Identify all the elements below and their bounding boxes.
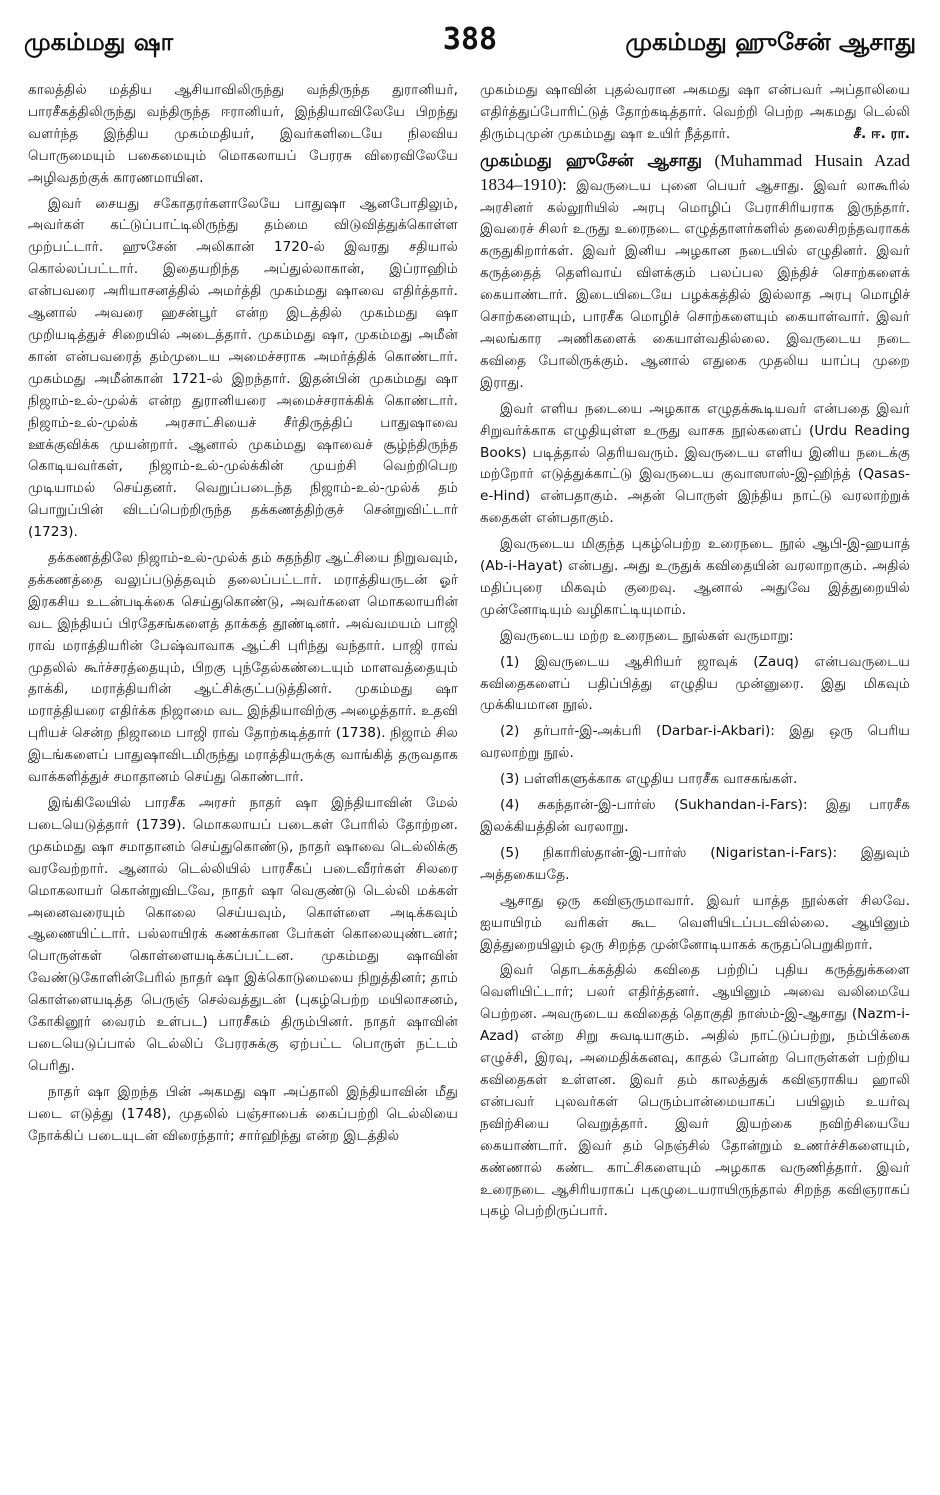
item-text: பள்ளிகளுக்காக எழுதிய பாரசீக வாசகங்கள்.: [523, 771, 798, 788]
paragraph: இவர் சையது சகோதரர்களாலேயே பாதுஷா ஆனபோதிலும், அவர்கள் கட்டுப்பாட்டிலிருந்து தம்மை விடுவித்துக்கொள்ள முற்பட்டார். ஹுசேன் அலிகான் 1720-ல் இவரது சதியால் கொல்லப்பட்டார். இதையறிந்த அப்துல்லாகான், இப்ராஹிம் என்பவரை அரியாசனத்தில் அமர்த்தி முகம்மது ஷாவை எதிர்த்தார். ஆனால் அவரை ஹசன்பூர் என்ற இடத்தில் முகம்மது ஷா முறியடித்துச் சிறையில் அடைத்தார். முகம்மது ஷா, முகம்மது அமீன் கான் என்பவரைத் தம்முடைய அமைச்சராக அமர்த்திக் கொண்டார். முகம்மது அமீன்கான் 1721-ல் இறந்தார். இதன்பின் முகம்மது ஷா நிஜாம்-உல்-முல்க் என்ற துரானியரை அமைச்சராக்கிக் கொண்டார். நிஜாம்-உல்-முல்க் அரசாட்சியைச் சீர்திருத்திப் பாதுஷாவை ஊக்குவிக்க முயன்றார். ஆனால் முகம்மது ஷாவைச் சூழ்ந்திருந்த கொடியவர்கள், நிஜாம்-உல்-முல்க்கின் முயற்சி வெற்றிபெற முடியாமல் செய்தனர். வெறுப்படைந்த நிஜாம்-உல்-முல்க் தம் பொறுப்பின் விடப்பெற்றிருந்த தக்கணத்திற்குச் சென்றுவிட்டார் (1723).: [28, 195, 458, 541]
numbered-item: [480, 843, 910, 887]
item-number: (3): [500, 771, 520, 788]
paragraph: இவர் எளிய நடையை அழகாக எழுதக்கூடியவர் என்பதை இவர் சிறுவர்க்காக எழுதியுள்ள உருது வாசக நூல்களைப் (Urdu Reading Books) படித்தால் தெரியவரும். இவருடைய எளிய இனிய நடைக்கு மற்றோர் எடுத்துக்காட்டு இவருடைய குவாஸாஸ்-இ-ஹிந்த் (Qasas-e-Hind) என்பதாகும். அதன் பொருள் இந்திய நாட்டு வரலாற்றுக் கதைகள் என்பதாகும்.: [480, 400, 910, 527]
running-head-right: முகம்மது ஹுசேன் ஆசாது: [625, 28, 916, 56]
paragraph: காலத்தில் மத்திய ஆசியாவிலிருந்து வந்திருந்த துரானியர், பாரசீகத்திலிருந்து வந்திருந்த ஈரானியர், இந்தியாவிலேயே பிறந்து வளர்ந்த இந்திய முகம்மதியர், இவர்களிடையே நிலவிய பொருமையும் பகைமையும் மொகலாயப் பேரரசு விரைவிலேயே அழிவதற்குக் காரணமாயின.: [28, 82, 458, 186]
item-number: (5): [500, 844, 520, 861]
numbered-item: [480, 652, 910, 718]
item-text: சுகந்தான்-இ-பார்ஸ் (Sukhandan-i-Fars): இது பாரசீக இலக்கியத்தின் வரலாறு.: [480, 797, 910, 835]
paragraph: இவருடைய மிகுந்த புகழ்பெற்ற உரைநடை நூல் ஆபி-இ-ஹயாத் (Ab-i-Hayat) என்பது. அது உருதுக் கவிதையின் வரலாறாகும். அதில் மதிப்புரை மிகவும் குறைவு. ஆனால் அதுவே இத்துறையில் முன்னோடியும் வழிகாட்டியுமாம்.: [480, 536, 910, 618]
item-text: நிகாரிஸ்தான்-இ-பார்ஸ் (Nigaristan-i-Fars): இதுவும் அத்தகையதே.: [480, 844, 910, 883]
right-column: [480, 80, 910, 1480]
item-number: (4): [500, 797, 520, 814]
left-column: [28, 80, 458, 1480]
item-text: இவருடைய ஆசிரியர் ஜாவுக் (Zauq) என்பவருடைய கவிதைகளைப் பதிப்பித்து எழுதிய முன்னுரை. இது மிகவும் முக்கியமான நூல்.: [480, 653, 910, 714]
paragraph: நாதர் ஷா இறந்த பின் அகமது ஷா அப்தாலி இந்தியாவின் மீது படை எடுத்து (1748), முதலில் பஞ்சாபைக் கைப்பற்றி டெல்லியை நோக்கிப் படையுடன் விரைந்தார்; சார்ஹிந்து என்ற இடத்தில்: [28, 1083, 458, 1144]
entry-paragraph: [480, 150, 910, 395]
paragraph: இவர் தொடக்கத்தில் கவிதை பற்றிப் புதிய கருத்துக்களை வெளியிட்டார்; பலர் எதிர்த்தனர். ஆயினும் அவை வலிமையே பெற்றன. அவருடைய கவிதைத் தொகுதி நாஸ்ம்-இ-ஆசாது (Nazm-i-Azad) என்ற சிறு சுவடியாகும். அதில் நாட்டுப்பற்று, நம்பிக்கை எழுச்சி, இரவு, அமைதிக்கனவு, காதல் போன்ற பொருள்கள் பற்றிய கவிதைகள் உள்ளன. இவர் தம் காலத்துக் கவிஞராகிய ஹாலி என்பவர் புலவர்கள் பெரும்பான்மையாகப் பயிலும் உயர்வு நவிற்சியை வெறுத்தார். இவர் இயற்கை நவிற்சியையே கையாண்டார். இவர் தம் நெஞ்சில் தோன்றும் உணர்ச்சிகளையும், கண்ணால் கண்ட காட்சிகளையும் அழகாக வருணித்தார். இவர் உரைநடை ஆசிரியராகப் புகழுடையராயிருந்தால் சிறந்த கவிஞராகப் புகழ் பெற்றிருப்பார்.: [480, 962, 910, 1220]
paragraph: தக்கணத்திலே நிஜாம்-உல்-முல்க் தம் சுதந்திர ஆட்சியை நிறுவவும், தக்கணத்தை வலுப்படுத்தவும் தலைப்பட்டார். மராத்தியருடன் ஓர் இரகசிய உடன்படிக்கை செய்துகொண்டு, அவர்களை மொகலாயரின் வட இந்தியப் பிரதேசங்களைத் தாக்கத் தூண்டினர். அவ்வமயம் பாஜி ராவ் மராத்தியரின் பேஷ்வாவாக ஆட்சி புரிந்து வந்தார். பாஜி ராவ் முதலில் கூர்ச்சரத்தையும், பிறகு புந்தேல்கண்டையும் மாளவத்தையும் தாக்கி, மராத்தியரின் ஆட்சிக்குட்படுத்தினர். முகம்மது ஷா மராத்தியரை எதிர்க்க நிஜாமை வட இந்தியாவிற்கு அழைத்தார். உதவி புரியச் சென்ற நிஜாமை பாஜி ராவ் தோற்கடித்தார் (1738). நிஜாம் சில இடங்களைப் பாதுஷாவிடமிருந்து மராத்தியருக்கு வாங்கித் தருவதாக வாக்களித்துச் சமாதானம் செய்து கொண்டார்.: [28, 550, 458, 786]
item-number: (2): [500, 723, 520, 740]
numbered-item: [480, 721, 910, 765]
continuation-text: முகம்மது ஷாவின் புதல்வரான அகமது ஷா என்பவர் அப்தாலியை எதிர்த்துப்போரிட்டுத் தோற்கடித்தார். வெற்றி பெற்ற அகமது டெல்லி திரும்புமுன் முகம்மது ஷா உயிர் நீத்தார்.: [480, 82, 910, 142]
page-number: 388: [442, 22, 498, 57]
entry-title-english: (Muhammad Husain Azad 1834–1910):: [480, 150, 910, 194]
numbered-item: [480, 795, 910, 839]
paragraph: [480, 80, 910, 146]
page-header: [24, 22, 916, 62]
item-text: தர்பார்-இ-அக்பரி (Darbar-i-Akbari): இது ஒரு பெரிய வரலாற்று நூல்.: [480, 723, 910, 762]
entry-title: முகம்மது ஹுசேன் ஆசாது: [480, 150, 703, 171]
paragraph: ஆசாது ஒரு கவிஞருமாவார். இவர் யாத்த நூல்கள் சிலவே. ஐயாயிரம் வரிகள் கூட வெளியிடப்படவில்லை. ஆயினும் இத்துறையிலும் ஒரு சிறந்த முன்னோடியாகக் கருதப்பெறுகிறார்.: [480, 892, 910, 953]
paragraph: இவருடைய மற்ற உரைநடை நூல்கள் வருமாறு:: [500, 627, 794, 644]
paragraph: இங்கிலேயில் பாரசீக அரசர் நாதர் ஷா இந்தியாவின் மேல் படையெடுத்தார் (1739). மொகலாயப் படைகள் போரில் தோற்றன. முகம்மது ஷா சமாதானம் செய்துகொண்டு, நாதர் ஷாவை டெல்லிக்கு வரவேற்றார். ஆனால் டெல்லியில் பாரசீகப் படைவீரர்கள் சிலரை மொகலாயர் கொன்றுவிடவே, நாதர் ஷா வெகுண்டு டெல்லி மக்கள் அனைவரையும் கொலை செய்யவும், கொள்ளை அடிக்கவும் ஆணையிட்டார். பல்லாயிரக் கணக்கான பேர்கள் கொலையுண்டனர்; பொருள்கள் கொள்ளையடிக்கப்பட்டன. முகம்மது ஷாவின் வேண்டுகோளின்பேரில் நாதர் ஷா இக்கொடுமையை நிறுத்தினர்; தாம் கொள்ளையடித்த பெருஞ் செல்வத்துடன் (புகழ்பெற்ற மயிலாசனம், கோகினூர் வைரம் உள்பட) பாரசீகம் திரும்பினர். நாதர் ஷாவின் படையெடுப்பால் டெல்லிப் பேரரசுக்கு ஏற்பட்ட பொருள் நட்டம் பெரிது.: [28, 795, 458, 1074]
author-signature: சீ. ஈ. ரா.: [853, 125, 910, 142]
entry-intro: இவருடைய புனை பெயர் ஆசாது. இவர் லாகூரில் அரசினர் கல்லூரியில் அரபு மொழிப் பேராசிரியராக இருந்தார். இவரைச் சிலர் உருது உரைநடை எழுத்தாளர்களில் தலைசிறந்தவராகக் கருதுகிறார்கள். இவர் இனிய அழகான நடையில் எழுதினர். இவர் கருத்தைத் தெளிவாய் விளக்கும் பலப்பல இந்திச் சொற்களைக் கையாண்டார். இடையிடையே பழக்கத்தில் இல்லாத அரபு மொழிச் சொற்களையும், பாரசீக மொழிச் சொற்களையும் கையாள்வார். இவர் அலங்கார அணிகளைக் கையாள்வதில்லை. இவருடைய நடை கவிதை போலிருக்கும். ஆனால் எதுகை முதலிய யாப்பு முறை இராது.: [480, 177, 910, 391]
numbered-item: [480, 769, 910, 791]
item-number: (1): [500, 653, 520, 670]
running-head-left: முகம்மது ஷா: [24, 28, 174, 56]
